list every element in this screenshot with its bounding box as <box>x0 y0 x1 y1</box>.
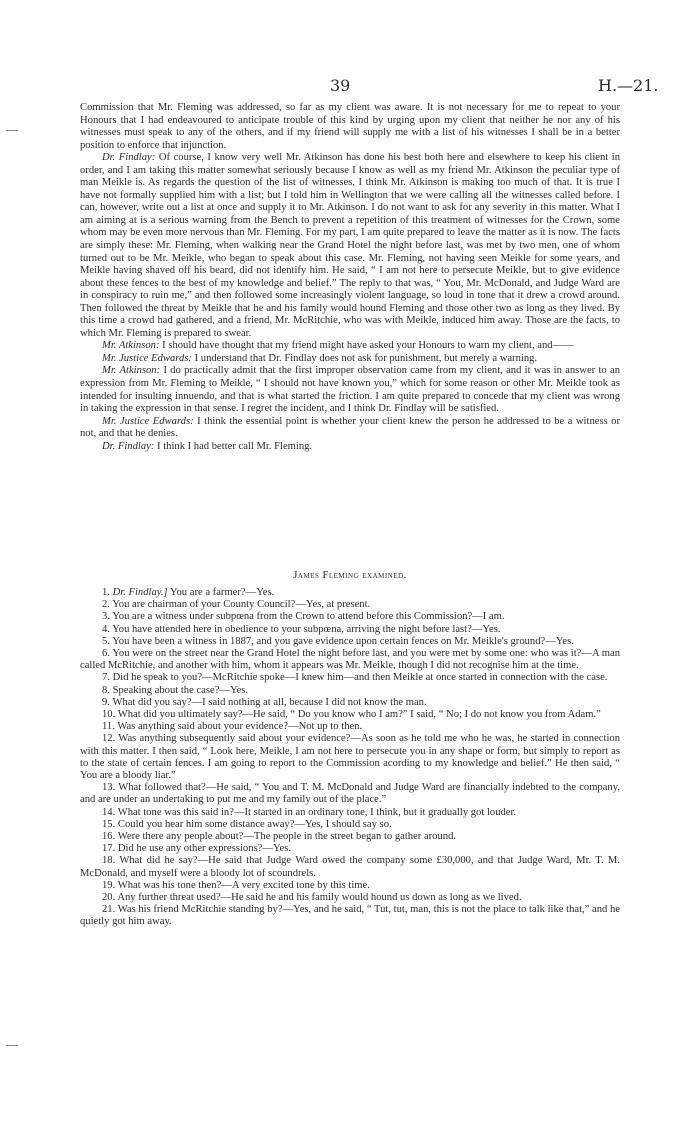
question: 3. You are a witness under subpœna from the Crown to attend before this Commission?—I am. <box>102 611 505 623</box>
margin-mark <box>6 1045 18 1046</box>
paragraph: Mr. Atkinson: I do practically admit that the first improper observation came from my client, and it was in answer to an expression from Mr. Fleming to Meikle, “ I should not have known you,” which for some reason or other Mr. Meikle took as intended for insulting innuendo, and that is what started the friction. I am quite prepared to concede that my client was wrong in taking the expression in that sense. I regret the incident, and I think Dr. Findlay will be satisfied. <box>80 365 621 415</box>
proceedings-text <box>80 102 620 453</box>
question: 14. What tone was this said in?—It started in an ordinary tone, I think, but it gradually got louder. <box>102 806 517 818</box>
question: 17. Did he use any other expressions?—Yes. <box>102 843 292 855</box>
question: 10. What did you ultimately say?—He said, “ Do you know who I am?” I said, “ No; I do not know you from Adam.” <box>102 709 601 721</box>
question: 15. Could you hear him some distance away?—Yes, I should say so. <box>102 818 392 830</box>
question: 19. What was his tone then?—A very excited tone by this time. <box>102 879 370 891</box>
question: 18. What did he say?—He said that Judge Ward owed the company some £30,000, and that Judge Ward, Mr. T. M. McDonald, and myself were a bloody lot of scoundrels. <box>80 855 620 879</box>
speaker: Dr. Findlay: <box>102 440 155 452</box>
question: 21. Was his friend McRitchie standing by?—Yes, and he said, “ Tut, tut, man, this is not the place to talk like that,” and he quietly got him away. <box>80 904 620 928</box>
speaker: Mr. Justice Edwards: <box>102 352 192 364</box>
question: 5. You have been a witness in 1887, and you gave evidence upon certain fences on Mr. Meikle's ground?—Yes. <box>102 635 574 647</box>
speaker: Dr. Findlay.] <box>112 587 168 598</box>
margin-mark <box>6 130 18 131</box>
question: 9. What did you say?—I said nothing at all, because I did not know the man. <box>102 696 427 708</box>
question: 7. Did he speak to you?—McRitchie spoke—I knew him—and then Meikle at once started in connection with the case. <box>102 672 608 684</box>
question: 12. Was anything subsequently said about your evidence?—As soon as he told me who he was, he started in connection with this matter. I then said, “ Look here, Meikle, I am not here to persecute you in any shape or form, but simply to report as to the state of certain fences. I am going to report to the Commission acording to my knowledge and belief.” He then said, “ You are a bloody liar.” <box>80 733 620 782</box>
question: 13. What followed that?—He said, “ You and T. M. McDonald and Judge Ward are financially indebted to the company, and are under an undertaking to put me and my family out of the place.” <box>80 782 620 806</box>
paragraph: Dr. Findlay: I think I had better call Mr. Fleming. <box>102 440 313 452</box>
paragraph: Commission that Mr. Fleming was addressed, so far as my client was aware. It is not necessary for me to repeat to your Honours that I had endeavoured to anticipate trouble of this kind by urging upon my client that neither he nor any of his witnesses must speak to any of the others, and if my friend will supply me with a list of his witnesses I shall be in a better position to enforce that injunction. <box>80 102 620 151</box>
speaker: Mr. Atkinson: <box>102 340 160 352</box>
speaker: Dr. Findlay: <box>102 152 156 164</box>
question: 4. You have attended here in obedience to your subpœna, arriving the night before last?—Yes. <box>102 623 501 635</box>
speaker: Mr. Justice Edwards: <box>102 415 194 427</box>
examination-heading: James Fleming examined. <box>293 570 407 581</box>
question: 1. Dr. Findlay.] You are a farmer?—Yes. <box>102 587 275 598</box>
page-number: 39 <box>330 76 351 95</box>
examination-questions <box>80 587 620 929</box>
paragraph: Mr. Justice Edwards: I understand that Dr. Findlay does not ask for punishment, but merely a warning. <box>102 352 538 364</box>
paragraph: Mr. Atkinson: I should have thought that my friend might have asked your Honours to warn my client, and—— <box>102 340 574 352</box>
paragraph: Dr. Findlay: Of course, I know very well Mr. Atkinson has done his best both here and elsewhere to keep his client in order, and I am taking this matter somewhat seriously because I know as well as my friend Mr. Atkinson the peculiar type of man Meikle is. As regards the question of the list of witnesses, I think Mr. Atkinson is making too much of that. It is true I have not formally supplied him with a list; but I told him in Wellington that we were calling all the witnesses called before. I can, however, write out a list at once and supply it to Mr. Atkinson. I do not want to ask for any severity in this matter. What I am aiming at is a serious warning from the Bench to prevent a repetition of this treatment of witnesses for the Crown, some whom may be even more nervous than Mr. Fleming. For my part, I am quite prepared to leave the matter as it is now. The facts are simply these: Mr. Fleming, when walking near the Grand Hotel the night before last, was met by two men, one of whom turned out to be Mr. Meikle, who began to speak about this case. Mr. Fleming, not having seen Meikle for some years, and Meikle having shaved off his beard, did not identify him. He said, “ I am not here to persecute Meikle, but to give evidence about these fences to the best of my knowledge and belief.” The reply to that was, “ You, Mr. McDonald, and Judge Ward are in conspiracy to ruin me,” and then followed some increasingly violent language, so loud in tone that it drew a crowd around. Then followed the threat by Meikle that he and his family would hound Fleming and those other two as long as they lived. By this time a crowd had gathered, and a friend, Mr. McRitchie, who was with Meikle, induced him away. Those are the facts, to which Mr. Fleming is prepared to swear. <box>80 152 620 339</box>
document-reference: H.—21. <box>598 76 659 95</box>
paragraph: Mr. Justice Edwards: I think the essential point is whether your client knew the person he addressed to be a witness or not, and that he denies. <box>80 415 621 440</box>
question: 11. Was anything said about your evidence?—Not up to then. <box>102 721 363 733</box>
speaker: Mr. Atkinson: <box>102 365 161 377</box>
question: 8. Speaking about the case?—Yes. <box>102 684 249 696</box>
question: 6. You were on the street near the Grand Hotel the night before last, and you were met by some one: who was it?—A man called McRitchie, and another with him, whom it appears was Mr. Meikle, though I did not recognise him at the time. <box>80 648 620 672</box>
question: 16. Were there any people about?—The people in the street began to gather around. <box>102 831 457 843</box>
question: 20. Any further threat used?—He said he and his family would hound us down as long as we lived. <box>102 892 522 904</box>
question: 2. You are chairman of your County Council?—Yes, at present. <box>102 599 371 611</box>
